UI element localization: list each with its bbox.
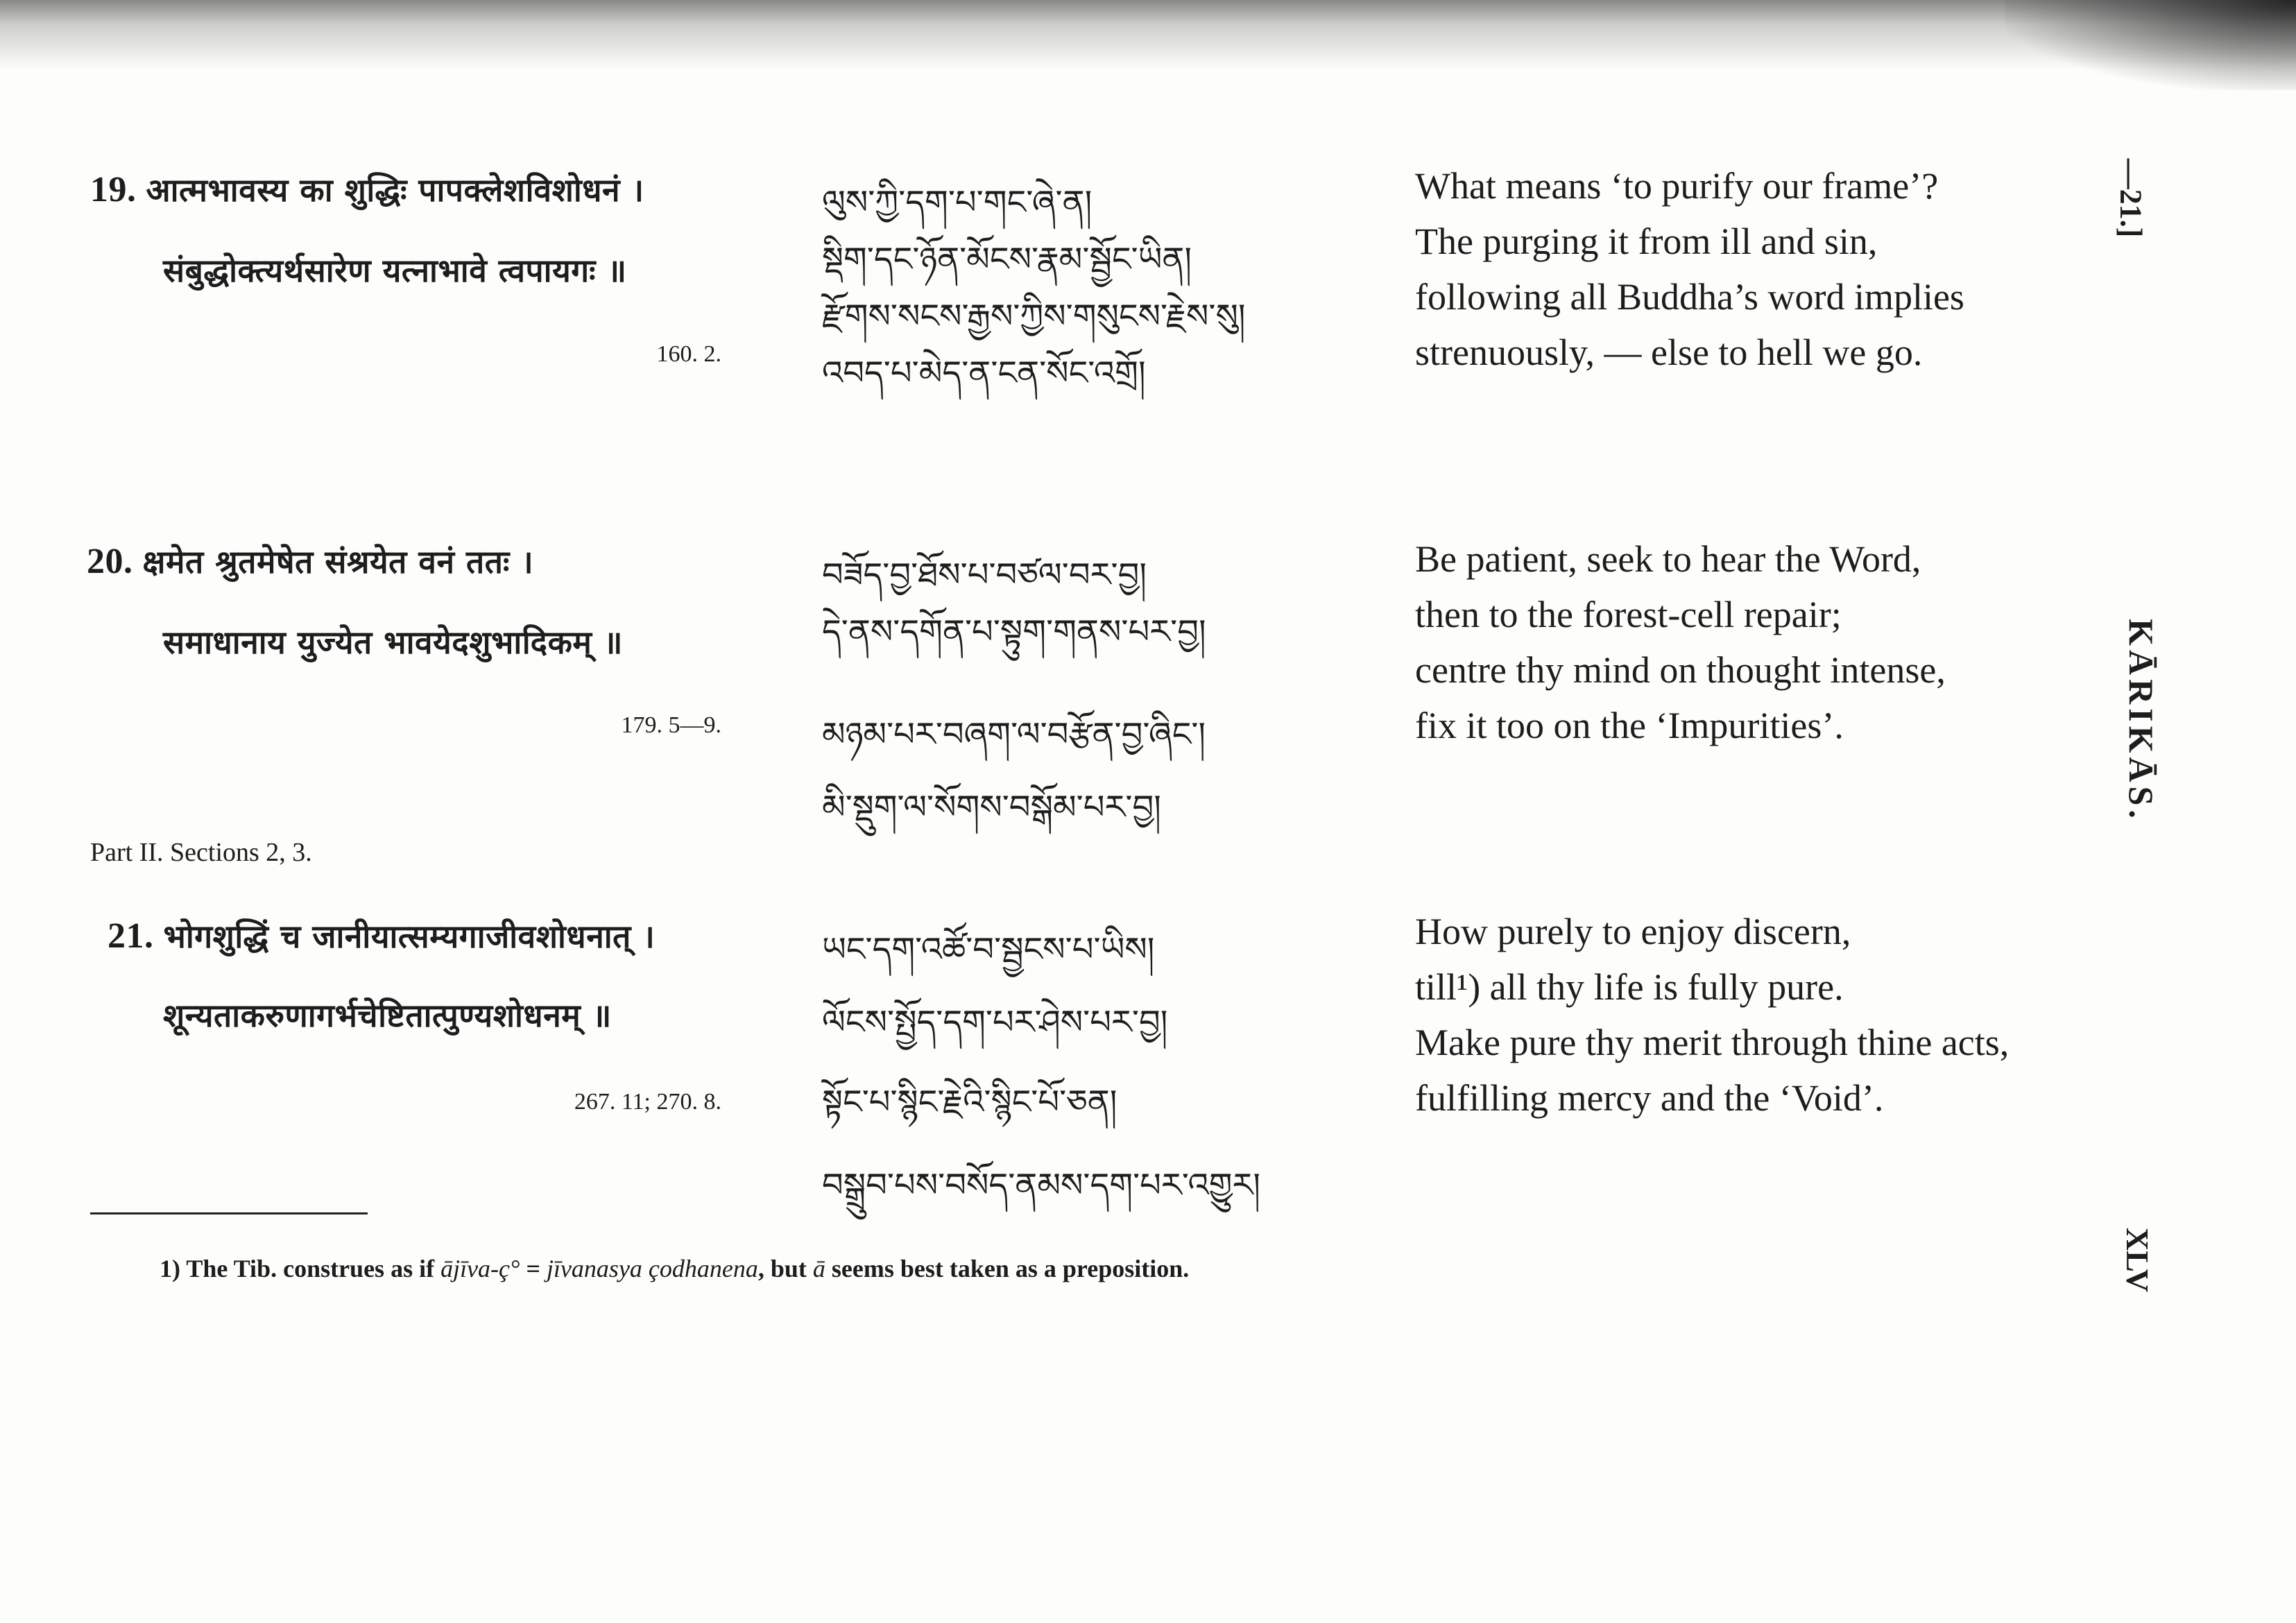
verse-number: 20. bbox=[87, 542, 133, 581]
tibetan-line: མི་སྡུག་ལ་སོགས་བསྒོམ་པར་བྱ། bbox=[822, 788, 1161, 827]
english-line: fulfilling mercy and the ‘Void’. bbox=[1415, 1077, 1884, 1119]
sanskrit-line: 20. क्षमेत श्रुतमेषेत संश्रयेत वनं ततः । bbox=[87, 542, 534, 581]
tibetan-line: སྡིག་དང་ཉོན་མོངས་རྣམ་སྦྱོང་ཡིན། bbox=[822, 240, 1192, 279]
english-line: Make pure thy merit through thine acts, bbox=[1415, 1022, 2010, 1063]
reference: 179. 5—9. bbox=[621, 712, 721, 738]
tibetan-line: འབད་པ་མེད་ན་ངན་སོང་འགྲོ། bbox=[822, 354, 1146, 393]
scan-noise-top bbox=[0, 0, 2296, 69]
tibetan-line: ཡང་དག་འཚོ་བ་སྦྱངས་པ་ཡིས། bbox=[822, 930, 1155, 969]
footnote-rule bbox=[90, 1212, 368, 1214]
sanskrit-line: 21. भोगशुद्धिं च जानीयात्सम्यगाजीवशोधनात् । bbox=[108, 916, 656, 956]
sanskrit-line: शून्यताकरुणागर्भचेष्टितात्पुण्यशोधनम् ॥ bbox=[163, 997, 612, 1034]
footnote: 1) The Tib. construes as if ājīva-ç° = jīvanasya çodhanena, but ā seems best taken as a preposition. bbox=[160, 1255, 1190, 1282]
tibetan-line: ལུས་ཀྱི་དག་པ་གང་ཞེ་ན། bbox=[822, 183, 1093, 222]
verse-number: 19. bbox=[90, 170, 137, 209]
english-line: then to the forest-cell repair; bbox=[1415, 594, 1842, 635]
page-marker: —21.] bbox=[2114, 158, 2148, 238]
tibetan-line: བཟོད་བྱ་ཐོས་པ་བཙལ་བར་བྱ། bbox=[822, 556, 1147, 594]
verse-number: 21. bbox=[108, 916, 154, 956]
english-line: What means ‘to purify our frame’? bbox=[1415, 165, 1939, 207]
page-number: XLV bbox=[2119, 1228, 2155, 1292]
english-line: How purely to enjoy discern, bbox=[1415, 911, 1851, 952]
running-head: KĀRIKĀS. bbox=[2121, 619, 2161, 823]
english-line: strenuously, — else to hell we go. bbox=[1415, 332, 1923, 373]
reference: 160. 2. bbox=[656, 341, 721, 367]
scan-noise-corner bbox=[2005, 0, 2296, 90]
reference: 267. 11; 270. 8. bbox=[574, 1089, 721, 1115]
tibetan-line: མཉམ་པར་བཞག་ལ་བརྩོན་བྱ་ཞིང་། bbox=[822, 715, 1206, 754]
part-heading: Part II. Sections 2, 3. bbox=[90, 838, 312, 867]
english-line: till¹) all thy life is fully pure. bbox=[1415, 966, 1844, 1008]
english-line: following all Buddha’s word implies bbox=[1415, 276, 1964, 318]
english-line: The purging it from ill and sin, bbox=[1415, 221, 1878, 262]
sanskrit-line: संबुद्धोक्त्यर्थसारेण यत्नाभावे त्वपायगः ॥ bbox=[163, 252, 627, 289]
tibetan-line: དེ་ནས་དགོན་པ་སྟུག་གནས་པར་བྱ། bbox=[822, 612, 1206, 651]
english-line: centre thy mind on thought intense, bbox=[1415, 649, 1946, 691]
sanskrit-line: 19. आत्मभावस्य का शुद्धिः पापक्लेशविशोधनं । bbox=[90, 170, 644, 209]
english-line: fix it too on the ‘Impurities’. bbox=[1415, 705, 1844, 746]
tibetan-line: ལོངས་སྤྱོད་དག་པར་ཤེས་པར་བྱ། bbox=[822, 1003, 1168, 1042]
sanskrit-line: समाधानाय युज्येत भावयेदशुभादिकम् ॥ bbox=[163, 624, 623, 661]
english-line: Be patient, seek to hear the Word, bbox=[1415, 538, 1921, 580]
tibetan-line: རྫོགས་སངས་རྒྱས་ཀྱིས་གསུངས་རྗེས་སུ། bbox=[822, 297, 1246, 336]
tibetan-line: བསྒྲུབ་པས་བསོད་ནམས་དག་པར་འགྱུར། bbox=[822, 1166, 1261, 1205]
tibetan-line: སྟོང་པ་སྙིང་རྗེའི་སྙིང་པོ་ཅན། bbox=[822, 1083, 1117, 1122]
